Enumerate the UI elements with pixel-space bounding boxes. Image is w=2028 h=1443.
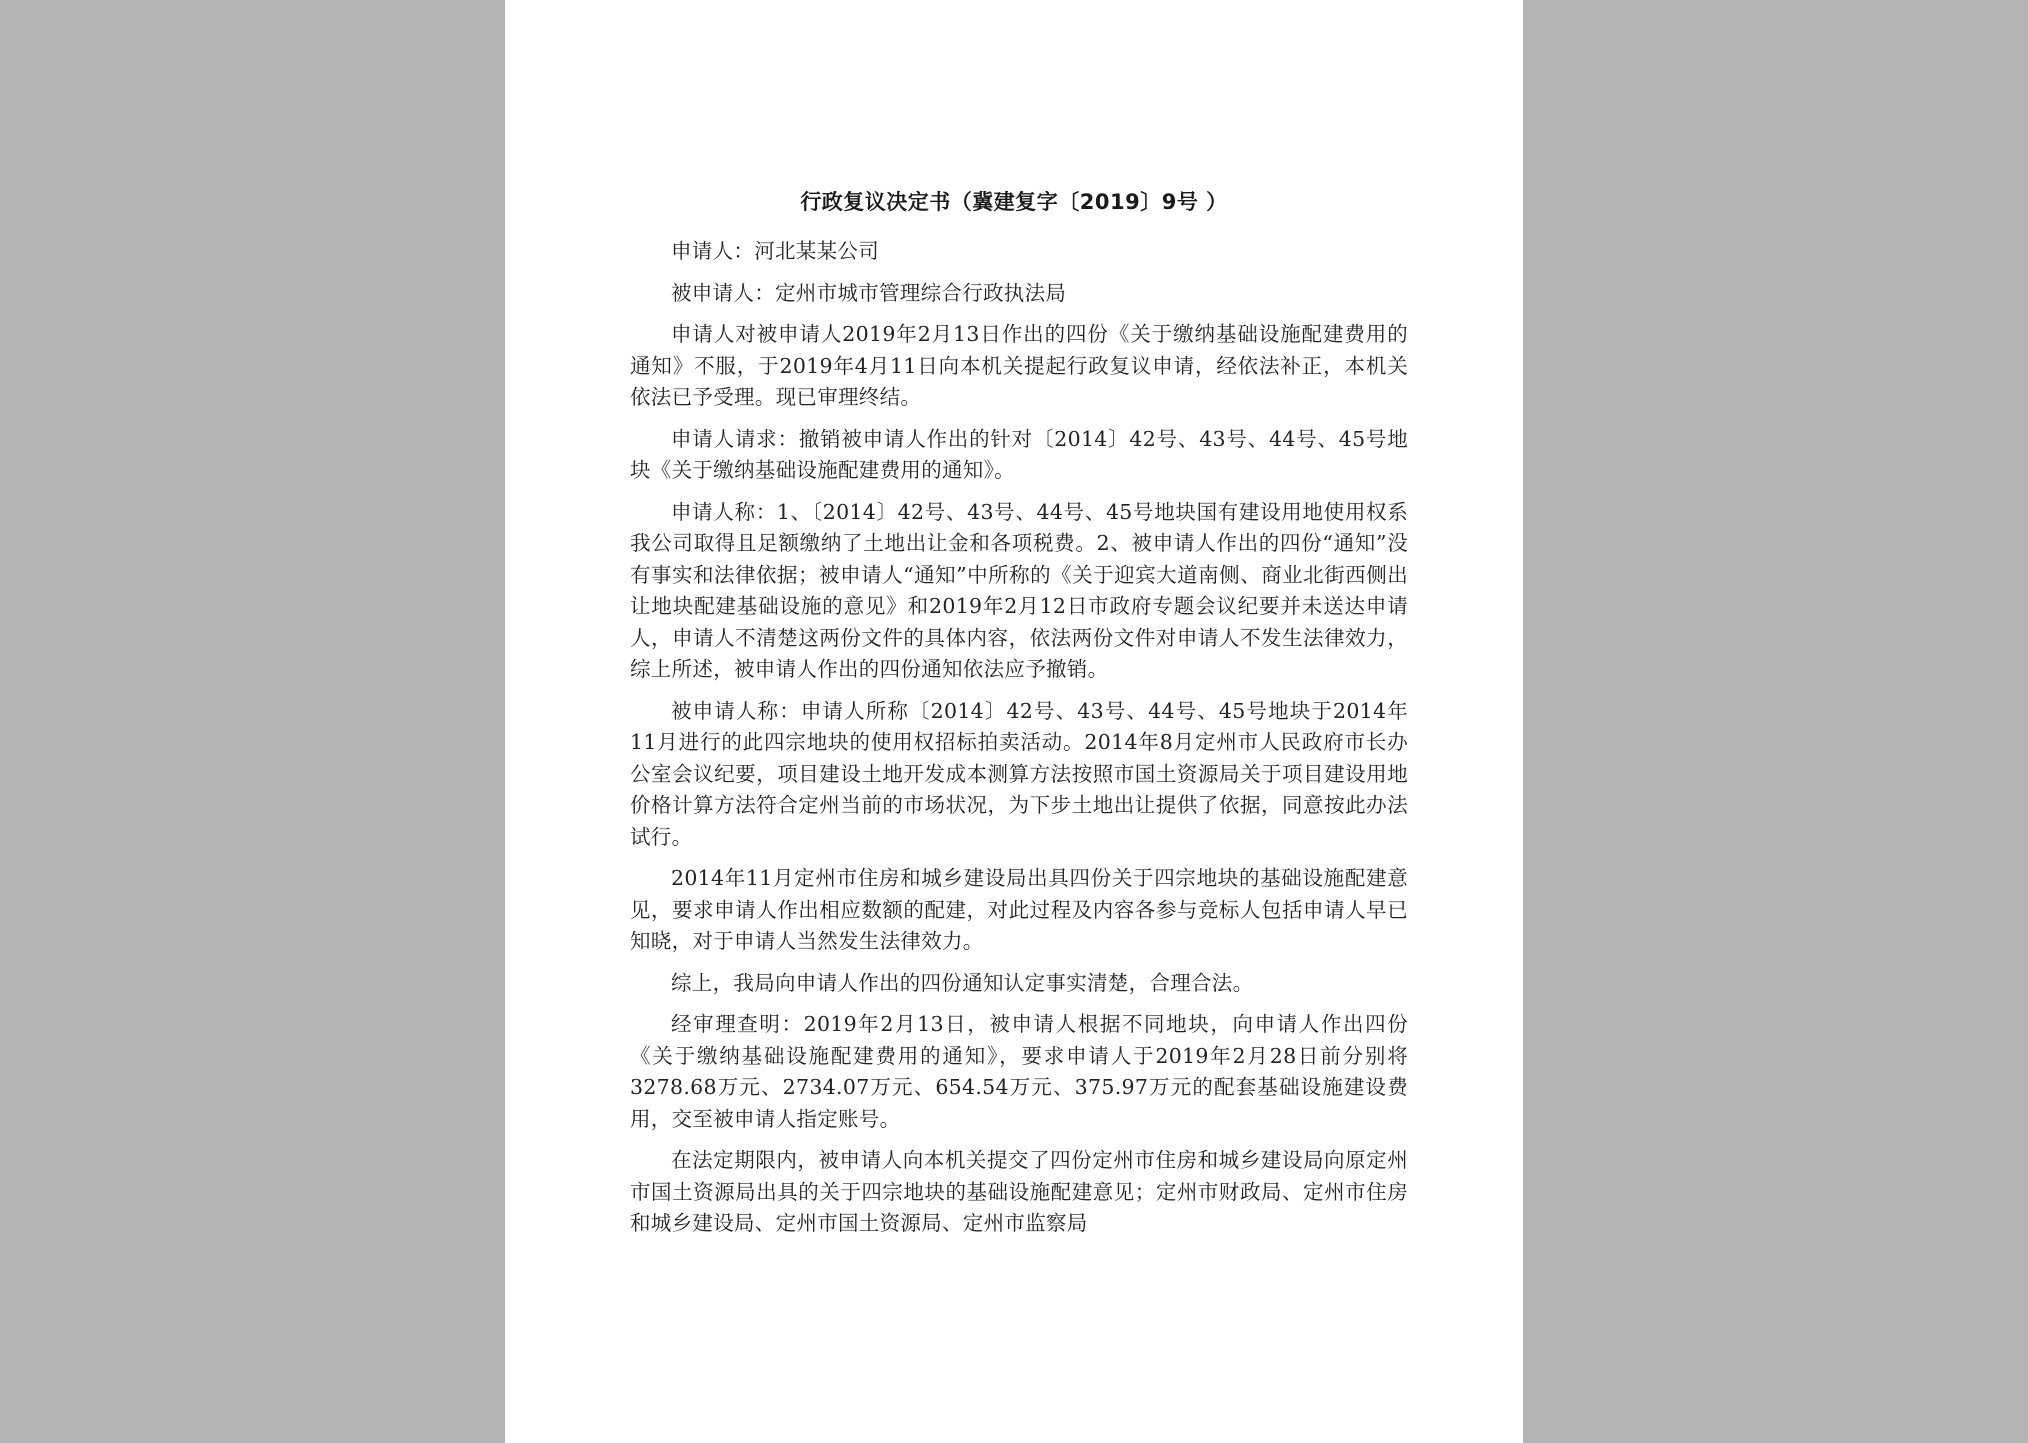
document-body — [630, 236, 1408, 1250]
paragraph-findings: 经审理查明：2019年2月13日，被申请人根据不同地块，向申请人作出四份《关于缴纳基础设施配建费用的通知》，要求申请人于2019年2月28日前分别将3278.68万元、2734.07万元、654.54万元、375.97万元的配套基础设施建设费用，交至被申请人指定账号。 — [630, 1012, 1408, 1131]
paragraph-request: 申请人请求：撤销被申请人作出的针对〔2014〕42号、43号、44号、45号地块《关于缴纳基础设施配建费用的通知》。 — [630, 426, 1408, 482]
applicant-line: 申请人：河北某某公司 — [671, 239, 879, 263]
paragraph-respondent-claims: 被申请人称：申请人所称〔2014〕42号、43号、44号、45号地块于2014年11月进行的此四宗地块的使用权招标拍卖活动。2014年8月定州市人民政府市长办公室会议纪要，项目建设土地开发成本测算方法按照市国土资源局关于项目建设用地价格计算方法符合定州当前的市场状况，为下步土地出让提供了依据，同意按此办法试行。 — [630, 698, 1408, 849]
paragraph-background: 申请人对被申请人2019年2月13日作出的四份《关于缴纳基础设施配建费用的通知》不服，于2019年4月11日向本机关提起行政复议申请，经依法补正，本机关依法已予受理。现已审理终结。 — [630, 322, 1408, 409]
paragraph-evidence: 在法定期限内，被申请人向本机关提交了四份定州市住房和城乡建设局向原定州市国土资源局出具的关于四宗地块的基础设施配建意见；定州市财政局、定州市住房和城乡建设局、定州市国土资源局、定州市监察局 — [630, 1148, 1408, 1235]
paragraph-applicant-claims: 申请人称：1、〔2014〕42号、43号、44号、45号地块国有建设用地使用权系我公司取得且足额缴纳了土地出让金和各项税费。2、被申请人作出的四份“通知”没有事实和法律依据；被申请人“通知”中所称的《关于迎宾大道南侧、商业北街西侧出让地块配建基础设施的意见》和2019年2月12日市政府专题会议纪要并未送达申请人，申请人不清楚这两份文件的具体内容，依法两份文件对申请人不发生法律效力，综上所述，被申请人作出的四份通知依法应予撤销。 — [630, 499, 1408, 681]
paragraph-respondent-summary: 综上，我局向申请人作出的四份通知认定事实清楚，合理合法。 — [671, 970, 1254, 995]
document-title: 行政复议决定书（冀建复字〔2019〕9号 ） — [800, 190, 1228, 214]
respondent-line: 被申请人：定州市城市管理综合行政执法局 — [671, 280, 1067, 305]
paragraph-respondent-claims-continued: 2014年11月定州市住房和城乡建设局出具四份关于四宗地块的基础设施配建意见，要求申请人作出相应数额的配建，对此过程及内容各参与竞标人包括申请人早已知晓，对于申请人当然发生法律效力。 — [630, 866, 1408, 953]
document-page — [505, 0, 1523, 1443]
